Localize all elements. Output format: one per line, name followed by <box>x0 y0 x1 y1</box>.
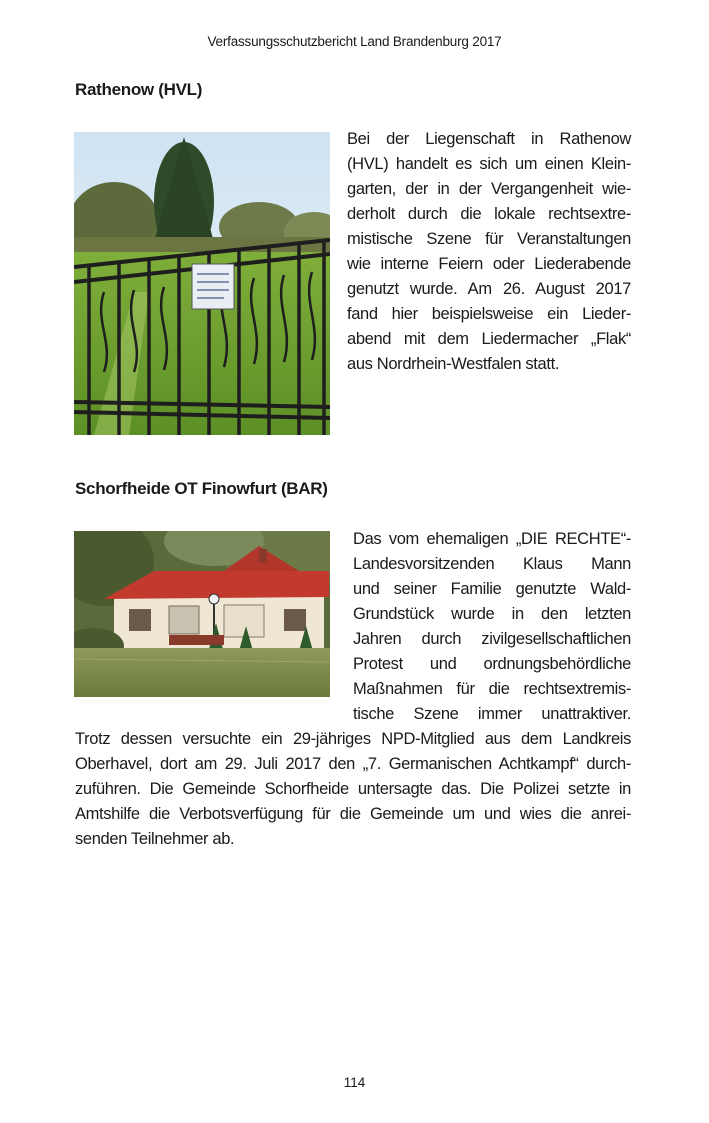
text-line: fand hier beispielsweise ein Lieder- <box>347 305 631 323</box>
text-line: tische Szene immer unattraktiver. <box>353 705 631 723</box>
text-line: Maßnahmen für die rechtsextremis- <box>353 680 631 698</box>
text-line: abend mit dem Liedermacher „Flak“ <box>347 330 631 348</box>
text-line: garten, der in der Vergangenheit wie- <box>347 180 631 198</box>
text-line: Trotz dessen versuchte ein 29-jähriges NPD-Mitglied aus dem Landkreis <box>75 730 631 748</box>
house-image <box>74 531 330 697</box>
text-line: Landesvorsitzenden Klaus Mann <box>353 555 631 573</box>
page-number: 114 <box>343 1075 366 1090</box>
paragraph-rathenow <box>347 127 631 377</box>
text-line: senden Teilnehmer ab. <box>75 830 235 848</box>
section-title-rathenow: Rathenow (HVL) <box>75 80 203 99</box>
text-line: wie interne Feiern oder Liederabende <box>347 255 631 273</box>
garden-gate-image <box>74 132 330 435</box>
paragraph-schorfheide-full <box>75 727 631 852</box>
text-line: mistische Szene für Veranstaltungen <box>347 230 631 248</box>
section-title-schorfheide: Schorfheide OT Finowfurt (BAR) <box>75 479 328 498</box>
text-line: Protest und ordnungsbehördliche <box>353 655 631 673</box>
photo-house <box>74 531 330 697</box>
text-line: derholt durch die lokale rechtsextre- <box>347 205 631 223</box>
text-line: Das vom ehemaligen „DIE RECHTE“- <box>353 530 631 548</box>
text-line: Jahren durch zivilgesellschaftlichen <box>353 630 631 648</box>
text-line: genutzt wurde. Am 26. August 2017 <box>347 280 631 298</box>
running-header: Verfassungsschutzbericht Land Brandenburg 2017 <box>207 34 502 49</box>
text-line: aus Nordrhein-Westfalen statt. <box>347 355 560 373</box>
text-line: Grundstück wurde in den letzten <box>353 605 631 623</box>
text-line: und seiner Familie genutzte Wald- <box>353 580 631 598</box>
photo-garden-gate <box>74 132 330 435</box>
text-line: (HVL) handelt es sich um einen Klein- <box>347 155 631 173</box>
text-line: Oberhavel, dort am 29. Juli 2017 den „7. Germanischen Achtkampf“ durch- <box>75 755 631 773</box>
text-line: Amtshilfe die Verbotsverfügung für die Gemeinde um und wies die anrei- <box>75 805 631 823</box>
text-line: Bei der Liegenschaft in Rathenow <box>347 130 631 148</box>
paragraph-schorfheide-side <box>353 527 631 727</box>
text-line: zuführen. Die Gemeinde Schorfheide untersagte das. Die Polizei setzte in <box>75 780 631 798</box>
